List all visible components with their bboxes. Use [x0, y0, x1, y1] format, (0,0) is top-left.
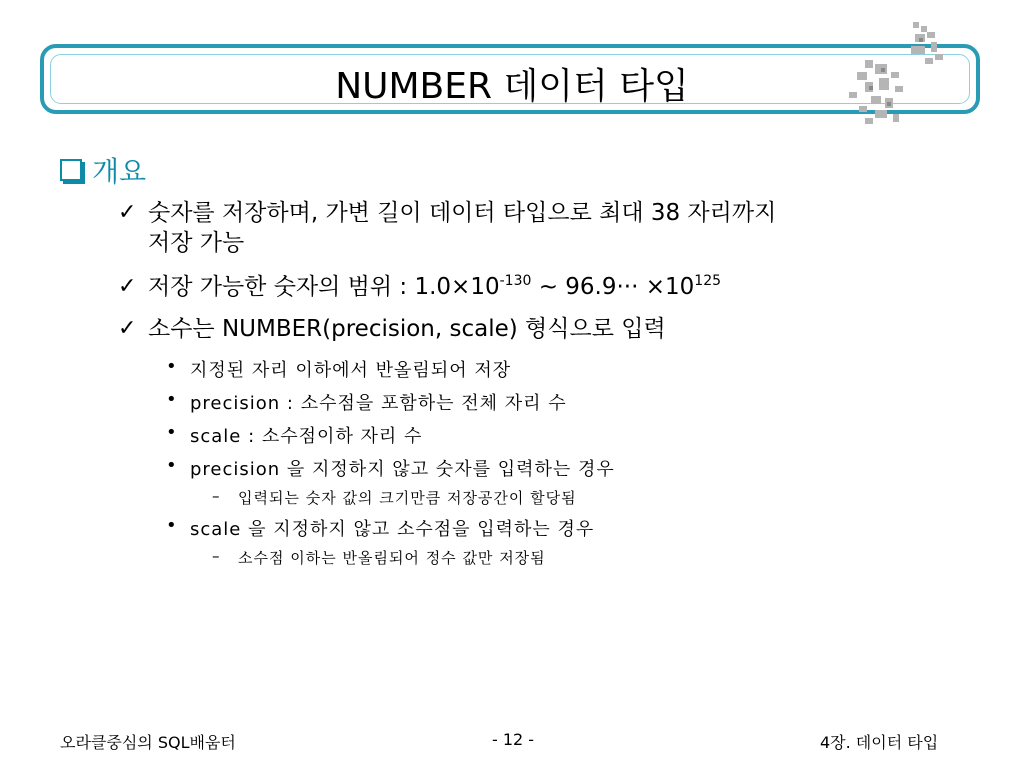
check-item-text-continued: 저장 가능 [148, 230, 245, 256]
footer-book-title: 오라클중심의 SQL배움터 [60, 733, 236, 752]
bullet-dot: • [166, 515, 178, 536]
check-item-text: 숫자를 저장하며, 가변 길이 데이터 타입으로 최대 38 자리까지 [148, 200, 777, 226]
bullet-text: 지정된 자리 이하에서 반올림되어 저장 [190, 360, 512, 381]
bullet-text: precision : 소수점을 포함하는 전체 자리 수 [190, 393, 567, 414]
exponent-min: -130 [499, 273, 532, 289]
bullet-dot: • [166, 356, 178, 377]
sub-dash: – [212, 547, 221, 565]
range-text-middle: ~ 96.9··· ×10 [531, 274, 695, 300]
bullet-dot: • [166, 422, 178, 443]
footer-page-number: - 12 - [492, 730, 535, 749]
section-label: 개요 [92, 155, 147, 188]
section-heading [60, 150, 146, 190]
sub-dash: – [212, 487, 221, 505]
checkmark-icon: ✓ [118, 200, 137, 225]
checkmark-icon: ✓ [118, 316, 137, 341]
exponent-max: 125 [694, 273, 722, 289]
sub-text: 입력되는 숫자 값의 크기만큼 저장공간이 할당됨 [238, 489, 577, 507]
bullet-text: scale : 소수점이하 자리 수 [190, 426, 423, 447]
sub-text: 소수점 이하는 반올림되어 정수 값만 저장됨 [238, 549, 546, 567]
bullet-dot: • [166, 389, 178, 410]
bullet-dot: • [166, 455, 178, 476]
range-text-prefix: 저장 가능한 숫자의 범위 : 1.0×10 [148, 274, 500, 300]
footer-chapter: 4장. 데이터 타입 [820, 733, 939, 752]
cartoon-figure-icon [835, 20, 955, 130]
checkmark-icon: ✓ [118, 274, 137, 299]
bullet-text: precision 을 지정하지 않고 숫자를 입력하는 경우 [190, 459, 615, 480]
check-item-text: 소수는 NUMBER(precision, scale) 형식으로 입력 [148, 316, 666, 342]
checkbox-square-icon [60, 159, 82, 181]
bullet-text: scale 을 지정하지 않고 소수점을 입력하는 경우 [190, 519, 595, 540]
slide-title: NUMBER 데이터 타입 [335, 66, 689, 107]
